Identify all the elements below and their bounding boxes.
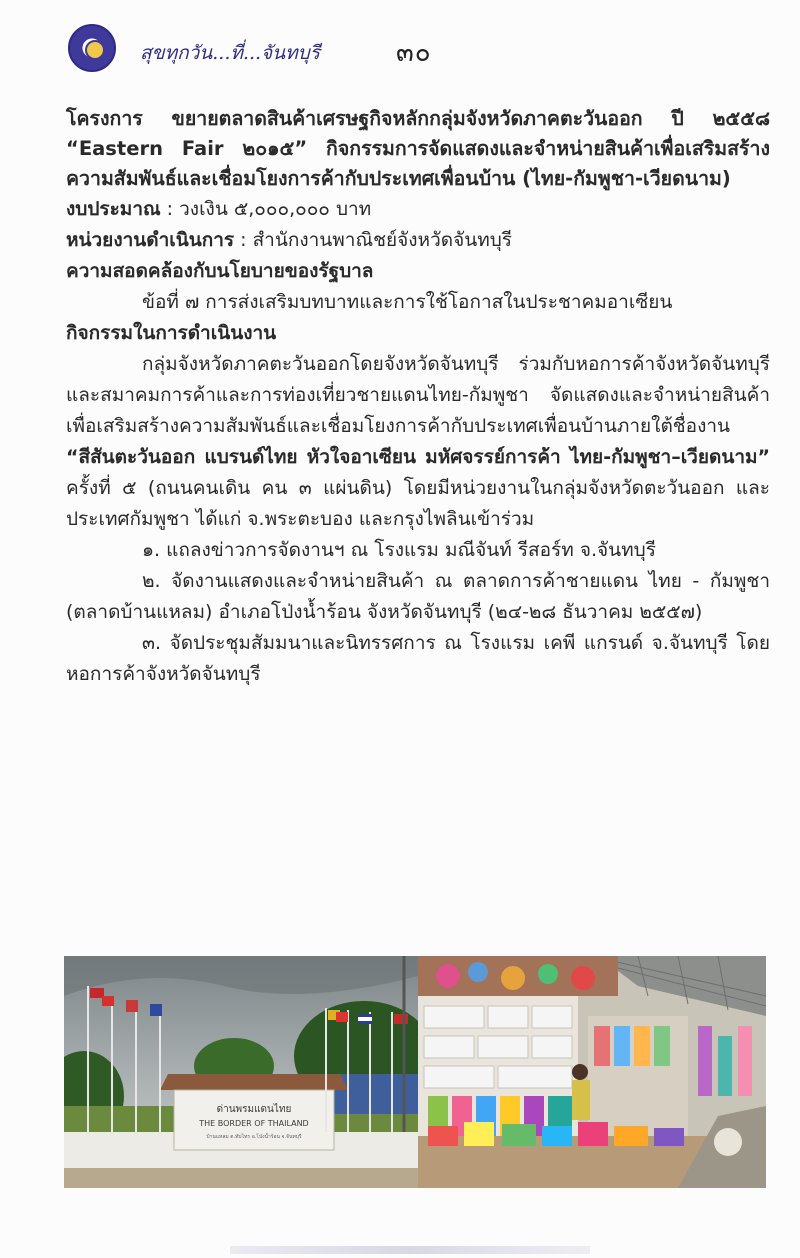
flag-icon (150, 1004, 162, 1016)
project-title: โครงการ ขยายตลาดสินค้าเศรษฐกิจหลักกลุ่มจังหวัดภาคตะวันออก ปี ๒๕๕๘ “Eastern Fair ๒๐๑๕” กิจกรรมการจัดแสดงและจำหน่ายสินค้าเพื่อเสริมสร้างความสัมพันธ์และเชื่อมโยงการค้ากับประเทศเพื่อนบ้าน (ไทย-กัมพูชา-เวียดนาม) (66, 107, 770, 190)
flag-icon (394, 1014, 408, 1024)
agency-line (66, 225, 770, 256)
activities-para-start: กลุ่มจังหวัดภาคตะวันออกโดยจังหวัดจันทบุรี ร่วมกับหอการค้าจังหวัดจันทบุรีและสมาคมการค้าและการท่องเที่ยวชายแดนไทย-กัมพูชา จัดแสดงและจำหน่ายสินค้าเพื่อเสริมสร้างความสัมพันธ์และเชื่อมโยงการค้ากับประเทศเพื่อนบ้านภายใต้ชื่องาน (66, 353, 770, 437)
budget-label: งบประมาณ (66, 198, 161, 220)
activity-item-2: ๒. จัดงานแสดงและจำหน่ายสินค้า ณ ตลาดการค้าชายแดน ไทย - กัมพูชา (ตลาดบ้านแหลม) อำเภอโป่งน้ำร้อน จังหวัดจันทบุรี (๒๔-๒๘ ธันวาคม ๒๕๕๗) (66, 570, 770, 623)
agency-value: : สำนักงานพาณิชย์จังหวัดจันทบุรี (234, 229, 512, 251)
activity-item-3: ๓. จัดประชุมสัมมนาและนิทรรศการ ณ โรงแรม เคพี แกรนด์ จ.จันทบุรี โดยหอการค้าจังหวัดจันทบุรี (66, 632, 770, 685)
activity-item-1: ๑. แถลงข่าวการจัดงานฯ ณ โรงแรม มณีจันท์ รีสอร์ท จ.จันทบุรี (142, 539, 656, 561)
flag-icon (90, 988, 104, 998)
activities-paragraph (66, 349, 770, 535)
policy-heading: ความสอดคล้องกับนโยบายของรัฐบาล (66, 260, 374, 282)
flag-icon (102, 996, 114, 1006)
page-header (66, 22, 746, 76)
event-name: “สีสันตะวันออก แบรนด์ไทย หัวใจอาเซียน มหัศจรรย์การค้า ไทย-กัมพูชา–เวียดนาม” (66, 446, 770, 468)
flag-icon (336, 1012, 348, 1022)
page-number: ๓๐ (396, 38, 432, 68)
document-body (66, 104, 770, 690)
activities-para-end: ครั้งที่ ๕ (ถนนคนเดิน คน ๓ แผ่นดิน) โดยมีหน่วยงานในกลุ่มจังหวัดตะวันออก และประเทศกัมพูชา ได้แก่ จ.พระตะบอง และกรุงไพลินเข้าร่วม (66, 477, 770, 530)
policy-text: ข้อที่ ๗ การส่งเสริมบทบาทและการใช้โอกาสในประชาคมอาเซียน (142, 291, 673, 313)
border-sign-english: THE BORDER OF THAILAND (199, 1119, 309, 1128)
border-checkpoint-photo (64, 956, 418, 1188)
border-sign-thai: ด่านพรมแดนไทย (216, 1104, 292, 1115)
budget-value: : วงเงิน ๕,๐๐๐,๐๐๐ บาท (160, 198, 372, 220)
border-market-photo (418, 956, 766, 1188)
header-slogan: สุขทุกวัน...ที่...จันทบุรี (140, 42, 320, 64)
flag-icon (126, 1000, 138, 1012)
border-sign-small: บ้านแหลม ต.ทับไทร อ.โป่งน้ำร้อน จ.จันทบุรี (206, 1134, 302, 1140)
province-seal-logo (68, 24, 116, 72)
next-page-bleed (230, 1246, 590, 1254)
photo-strip (64, 956, 766, 1188)
activities-heading: กิจกรรมในการดำเนินงาน (66, 322, 277, 344)
budget-line (66, 194, 770, 225)
agency-label: หน่วยงานดำเนินการ (66, 229, 235, 251)
